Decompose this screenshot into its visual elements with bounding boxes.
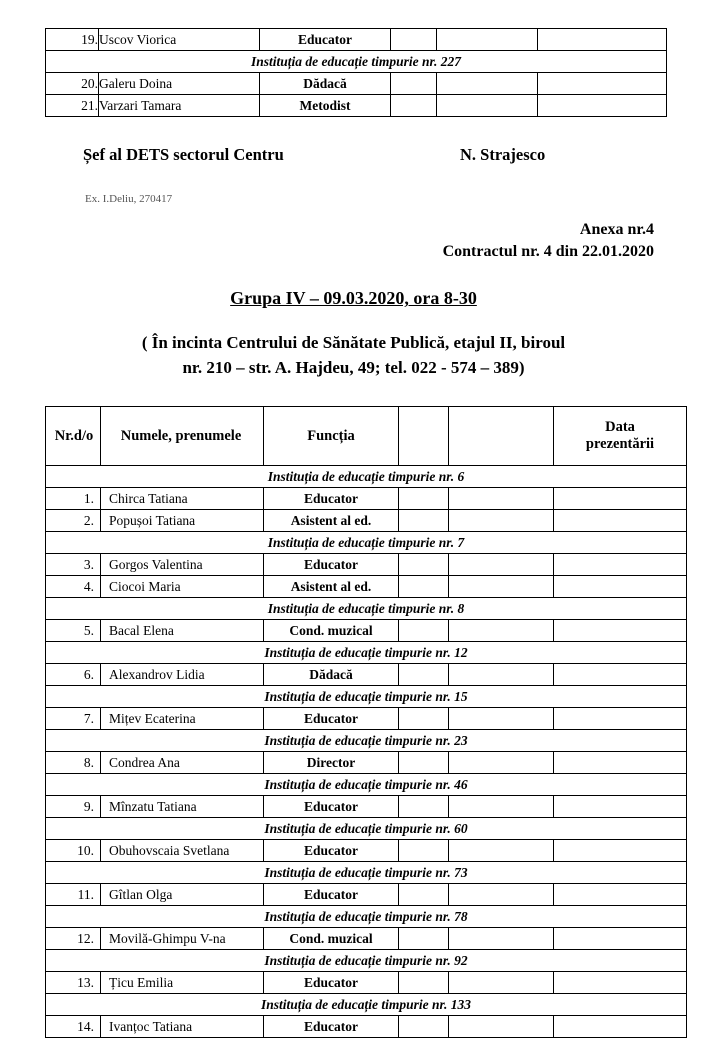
row-function: Dădacă (264, 664, 399, 686)
institution-label: Instituția de educație timpurie nr. 73 (46, 862, 687, 884)
row-function: Educator (264, 972, 399, 994)
row-blank-2[interactable] (449, 840, 554, 862)
row-person-name: Uscov Viorica (99, 29, 260, 51)
signature-block (45, 145, 662, 175)
annex-number: Anexa nr.4 (579, 221, 654, 238)
row-number: 3. (46, 554, 101, 576)
table-row (46, 972, 687, 994)
row-blank-1[interactable] (399, 708, 449, 730)
row-person-name: Ciocoi Maria (101, 576, 264, 598)
location-info (45, 331, 662, 380)
table-row (46, 488, 687, 510)
row-function: Educator (264, 884, 399, 906)
row-blank-2[interactable] (449, 510, 554, 532)
row-person-name: Ivanțoc Tatiana (101, 1016, 264, 1038)
row-blank-2[interactable] (449, 664, 554, 686)
row-blank-1[interactable] (391, 29, 437, 51)
institution-row (46, 994, 687, 1016)
row-signature-cell[interactable] (554, 576, 687, 598)
annex-heading (45, 219, 662, 262)
row-blank-2[interactable] (449, 752, 554, 774)
table-row (46, 796, 687, 818)
row-signature-cell[interactable] (538, 73, 667, 95)
row-blank-2[interactable] (437, 29, 538, 51)
row-number: 11. (46, 884, 101, 906)
row-number: 7. (46, 708, 101, 730)
institution-row (46, 818, 687, 840)
row-person-name: Alexandrov Lidia (101, 664, 264, 686)
institution-label: Instituția de educație timpurie nr. 8 (46, 598, 687, 620)
row-signature-cell[interactable] (554, 664, 687, 686)
institution-row (46, 862, 687, 884)
row-person-name: Chirca Tatiana (101, 488, 264, 510)
row-blank-1[interactable] (399, 928, 449, 950)
top-table-body (46, 29, 667, 117)
institution-label: Instituția de educație timpurie nr. 12 (46, 642, 687, 664)
row-blank-2[interactable] (449, 928, 554, 950)
row-person-name: Condrea Ana (101, 752, 264, 774)
institution-row (46, 774, 687, 796)
row-blank-1[interactable] (399, 884, 449, 906)
row-signature-cell[interactable] (538, 95, 667, 117)
row-number: 21. (46, 95, 99, 117)
table-row (46, 928, 687, 950)
signature-position: Șef al DETS sectorul Centru (83, 145, 284, 164)
header-blank-2 (449, 407, 554, 466)
row-function: Cond. muzical (264, 928, 399, 950)
row-person-name: Țicu Emilia (101, 972, 264, 994)
group-title: Grupa IV – 09.03.2020, ora 8-30 (230, 288, 477, 309)
row-function: Educator (264, 796, 399, 818)
institution-label: Instituția de educație timpurie nr. 92 (46, 950, 687, 972)
header-name: Numele, prenumele (101, 407, 264, 466)
contract-reference: Contractul nr. 4 din 22.01.2020 (442, 242, 654, 260)
row-number: 19. (46, 29, 99, 51)
table-header-row (46, 407, 687, 466)
institution-label: Instituția de educație timpurie nr. 46 (46, 774, 687, 796)
signature-name: N. Strajesco (460, 145, 546, 164)
table-row (46, 840, 687, 862)
row-person-name: Movilă-Ghimpu V-na (101, 928, 264, 950)
table-row (46, 95, 667, 117)
institution-label: Instituția de educație timpurie nr. 78 (46, 906, 687, 928)
row-number: 20. (46, 73, 99, 95)
header-date-line-2: prezentării (585, 436, 655, 453)
row-function: Metodist (260, 95, 391, 117)
institution-row (46, 532, 687, 554)
row-signature-cell[interactable] (554, 488, 687, 510)
row-person-name: Galeru Doina (99, 73, 260, 95)
header-date-line-1: Data (605, 419, 635, 436)
row-signature-cell[interactable] (554, 884, 687, 906)
row-signature-cell[interactable] (554, 620, 687, 642)
row-blank-2[interactable] (449, 576, 554, 598)
row-blank-1[interactable] (399, 554, 449, 576)
row-function: Educator (264, 1016, 399, 1038)
row-person-name: Mînzatu Tatiana (101, 796, 264, 818)
header-function: Funcția (264, 407, 399, 466)
row-signature-cell[interactable] (554, 708, 687, 730)
institution-label: Instituția de educație timpurie nr. 23 (46, 730, 687, 752)
institution-row (46, 51, 667, 73)
row-function: Educator (264, 840, 399, 862)
row-number: 14. (46, 1016, 101, 1038)
row-blank-2[interactable] (449, 884, 554, 906)
location-line-2: nr. 210 – str. A. Hajdeu, 49; tel. 022 - 574 – 389) (182, 357, 525, 377)
table-row (46, 752, 687, 774)
row-signature-cell[interactable] (554, 796, 687, 818)
row-blank-1[interactable] (399, 664, 449, 686)
row-person-name: Bacal Elena (101, 620, 264, 642)
institution-row (46, 730, 687, 752)
row-signature-cell[interactable] (554, 928, 687, 950)
row-blank-2[interactable] (449, 708, 554, 730)
institution-row (46, 642, 687, 664)
row-number: 8. (46, 752, 101, 774)
institution-label: Instituția de educație timpurie nr. 133 (46, 994, 687, 1016)
row-blank-2[interactable] (437, 95, 538, 117)
row-person-name: Obuhovscaia Svetlana (101, 840, 264, 862)
row-person-name: Popușoi Tatiana (101, 510, 264, 532)
row-signature-cell[interactable] (554, 554, 687, 576)
header-nr: Nr.d/o (46, 407, 101, 466)
table-row (46, 884, 687, 906)
institution-row (46, 906, 687, 928)
row-blank-1[interactable] (399, 752, 449, 774)
row-signature-cell[interactable] (538, 29, 667, 51)
table-row (46, 554, 687, 576)
row-number: 2. (46, 510, 101, 532)
row-signature-cell[interactable] (554, 1016, 687, 1038)
institution-label: Instituția de educație timpurie nr. 60 (46, 818, 687, 840)
row-signature-cell[interactable] (554, 840, 687, 862)
row-blank-1[interactable] (399, 620, 449, 642)
row-function: Cond. muzical (264, 620, 399, 642)
row-number: 4. (46, 576, 101, 598)
institution-label: Instituția de educație timpurie nr. 6 (46, 466, 687, 488)
row-blank-2[interactable] (449, 972, 554, 994)
table-row (46, 1016, 687, 1038)
table-row (46, 576, 687, 598)
row-blank-1[interactable] (391, 73, 437, 95)
row-blank-1[interactable] (399, 576, 449, 598)
institution-row (46, 598, 687, 620)
row-function: Asistent al ed. (264, 510, 399, 532)
row-function: Educator (264, 488, 399, 510)
row-function: Educator (264, 554, 399, 576)
row-blank-1[interactable] (391, 95, 437, 117)
row-blank-1[interactable] (399, 1016, 449, 1038)
table-row (46, 664, 687, 686)
row-blank-1[interactable] (399, 510, 449, 532)
top-continuation-table (45, 28, 667, 117)
table-row (46, 620, 687, 642)
row-signature-cell[interactable] (554, 972, 687, 994)
attendance-table-body (46, 466, 687, 1038)
row-signature-cell[interactable] (554, 510, 687, 532)
row-blank-2[interactable] (449, 488, 554, 510)
row-blank-2[interactable] (449, 554, 554, 576)
institution-row (46, 686, 687, 708)
institution-row (46, 950, 687, 972)
document-page (0, 28, 707, 1034)
row-blank-2[interactable] (449, 620, 554, 642)
row-number: 5. (46, 620, 101, 642)
row-function: Dădacă (260, 73, 391, 95)
row-function: Educator (264, 708, 399, 730)
row-function: Asistent al ed. (264, 576, 399, 598)
row-blank-2[interactable] (449, 1016, 554, 1038)
row-number: 1. (46, 488, 101, 510)
row-function: Director (264, 752, 399, 774)
row-number: 9. (46, 796, 101, 818)
row-person-name: Gîtlan Olga (101, 884, 264, 906)
executor-line: Ex. I.Deliu, 270417 (85, 193, 173, 205)
row-person-name: Mițev Ecaterina (101, 708, 264, 730)
institution-label: Instituția de educație timpurie nr. 7 (46, 532, 687, 554)
row-number: 6. (46, 664, 101, 686)
row-blank-2[interactable] (449, 796, 554, 818)
table-row (46, 708, 687, 730)
row-number: 13. (46, 972, 101, 994)
row-person-name: Varzari Tamara (99, 95, 260, 117)
row-person-name: Gorgos Valentina (101, 554, 264, 576)
row-blank-1[interactable] (399, 796, 449, 818)
row-function: Educator (260, 29, 391, 51)
row-blank-1[interactable] (399, 840, 449, 862)
institution-label: Instituția de educație timpurie nr. 227 (46, 51, 667, 73)
header-date-presented (554, 407, 687, 466)
row-signature-cell[interactable] (554, 752, 687, 774)
institution-label: Instituția de educație timpurie nr. 15 (46, 686, 687, 708)
row-blank-2[interactable] (437, 73, 538, 95)
row-number: 12. (46, 928, 101, 950)
row-blank-1[interactable] (399, 488, 449, 510)
table-row (46, 73, 667, 95)
header-blank (399, 407, 449, 466)
table-row (46, 29, 667, 51)
location-line-1: ( În incinta Centrului de Sănătate Publică, etajul II, biroul (141, 333, 566, 353)
attendance-table-head (46, 407, 687, 466)
attendance-table (45, 406, 687, 1038)
table-row (46, 510, 687, 532)
row-blank-1[interactable] (399, 972, 449, 994)
institution-row (46, 466, 687, 488)
row-number: 10. (46, 840, 101, 862)
